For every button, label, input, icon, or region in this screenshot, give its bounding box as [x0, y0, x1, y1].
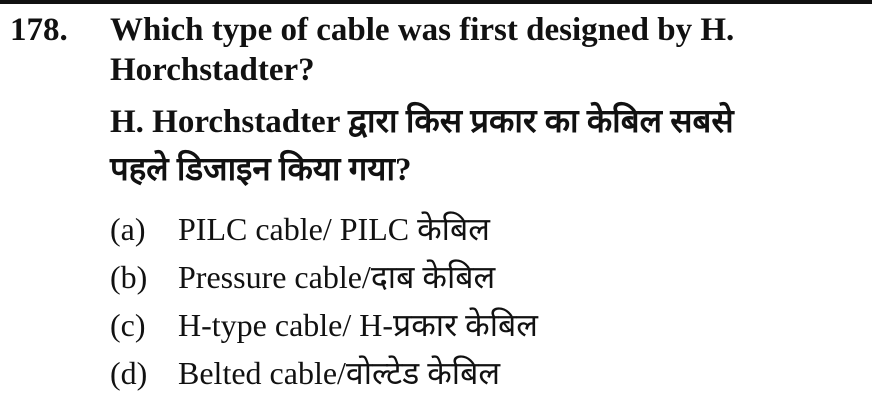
option-c[interactable] — [110, 301, 860, 349]
question-number: 178. — [10, 12, 68, 48]
option-a[interactable] — [110, 205, 860, 253]
option-text: PILC cable/ PILC केबिल — [178, 211, 490, 247]
option-label: (a) — [110, 211, 146, 247]
question-english-line-1: Which type of cable was first designed by H. — [110, 12, 735, 48]
option-text: Belted cable/वोल्टेड केबिल — [178, 355, 501, 391]
options-list — [110, 205, 860, 397]
option-label: (c) — [110, 307, 146, 343]
option-d[interactable] — [110, 349, 860, 397]
question-stem — [110, 10, 865, 194]
option-label: (b) — [110, 259, 148, 295]
option-label: (d) — [110, 355, 148, 391]
question-hindi-line-1: H. Horchstadter द्वारा किस प्रकार का केबिल सबसे — [110, 104, 734, 140]
question-english-line-2: Horchstadter? — [110, 52, 315, 88]
option-text: H-type cable/ H-प्रकार केबिल — [178, 307, 539, 343]
question-hindi-line-2: पहले डिजाइन किया गया? — [110, 152, 412, 188]
top-rule — [0, 0, 872, 4]
option-b[interactable] — [110, 253, 860, 301]
option-text: Pressure cable/दाब केबिल — [178, 259, 496, 295]
